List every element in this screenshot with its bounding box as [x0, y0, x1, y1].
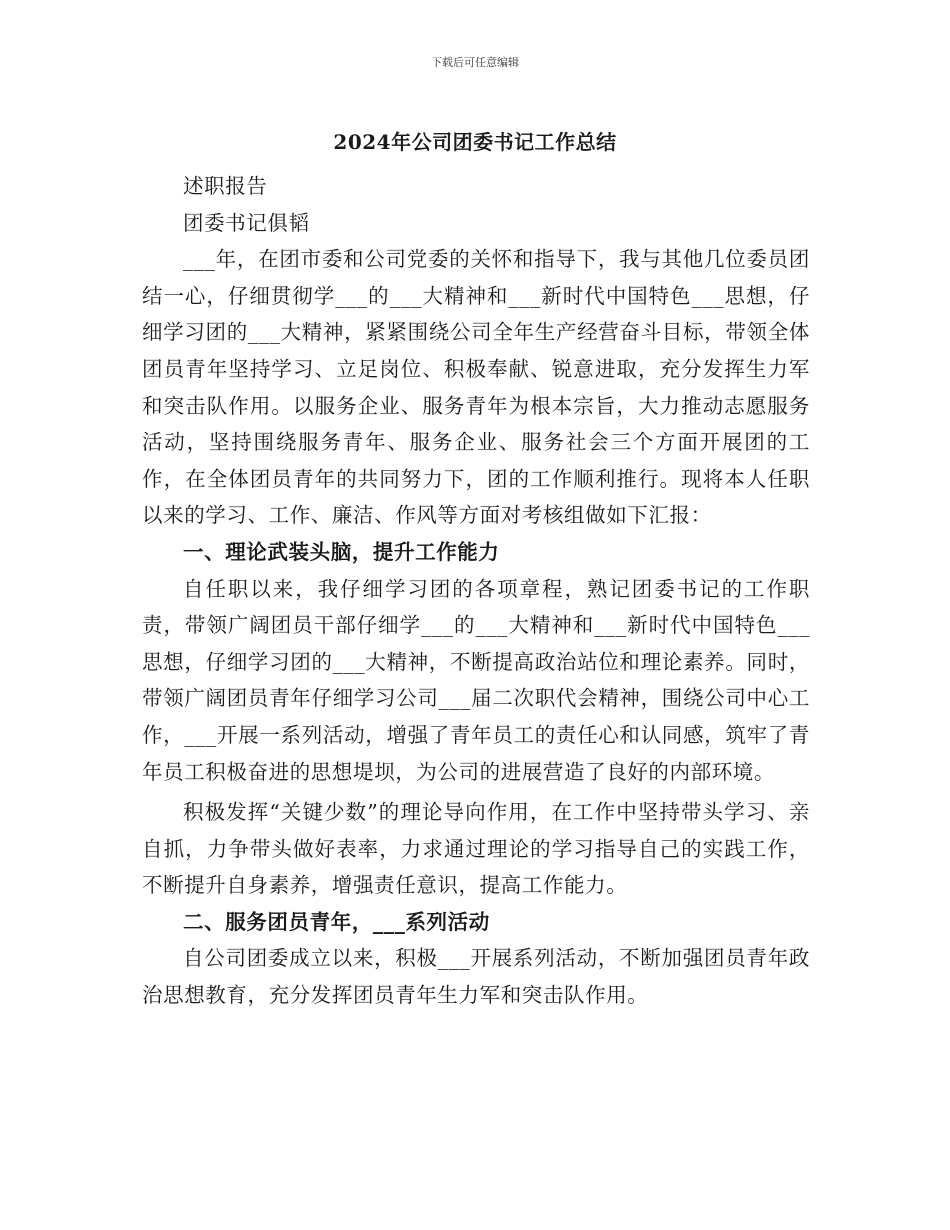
paragraph-author: 团委书记俱韬 [183, 210, 310, 235]
document-body [142, 168, 810, 1014]
paragraph-section1-a: 自任职以来，我仔细学习团的各项章程，熟记团委书记的工作职责，带领广阔团员干部仔细学___的___大精神和___新时代中国特色___思想，仔细学习团的___大精神，不断提高政治站位和理论素养。同时，带领广阔团员青年仔细学习公司___届二次职代会精神，围绕公司中心工作，___开展一系列活动，增强了青年员工的责任心和认同感，筑牢了青年员工积极奋进的思想堤坝，为公司的进展营造了良好的内部环境。 [142, 576, 810, 784]
paragraph-section2-a: 自公司团委成立以来，积极___开展系列活动，不断加强团员青年政治思想教育，充分发挥团员青年生力军和突击队作用。 [142, 946, 810, 1008]
paragraph-subtitle: 述职报告 [183, 174, 268, 198]
paragraph-section1-b: 积极发挥“关键少数”的理论导向作用，在工作中坚持带头学习、亲自抓，力争带头做好表率，力求通过理论的学习指导自己的实践工作，不断提升自身素养，增强责任意识，提高工作能力。 [142, 800, 810, 898]
document-title: 2024年公司团委书记工作总结 [333, 130, 617, 154]
section-heading-1: 一、理论武装头脑，提升工作能力 [183, 539, 500, 564]
section-heading-2: 二、服务团员青年，___系列活动 [183, 909, 490, 934]
paragraph-intro: ___年，在团市委和公司党委的关怀和指导下，我与其他几位委员团结一心，仔细贯彻学___的___大精神和___新时代中国特色___思想，仔细学习团的___大精神，紧紧围绕公司全年生产经营奋斗目标，带领全体团员青年坚持学习、立足岗位、积极奉献、锐意进取，充分发挥生力军和突击队作用。以服务企业、服务青年为根本宗旨，大力推动志愿服务活动，坚持围绕服务青年、服务企业、服务社会三个方面开展团的工作，在全体团员青年的共同努力下，团的工作顺利推行。现将本人任职以来的学习、工作、廉洁、作风等方面对考核组做如下汇报： [142, 247, 810, 528]
page-header-note: 下载后可任意编辑 [431, 56, 519, 69]
